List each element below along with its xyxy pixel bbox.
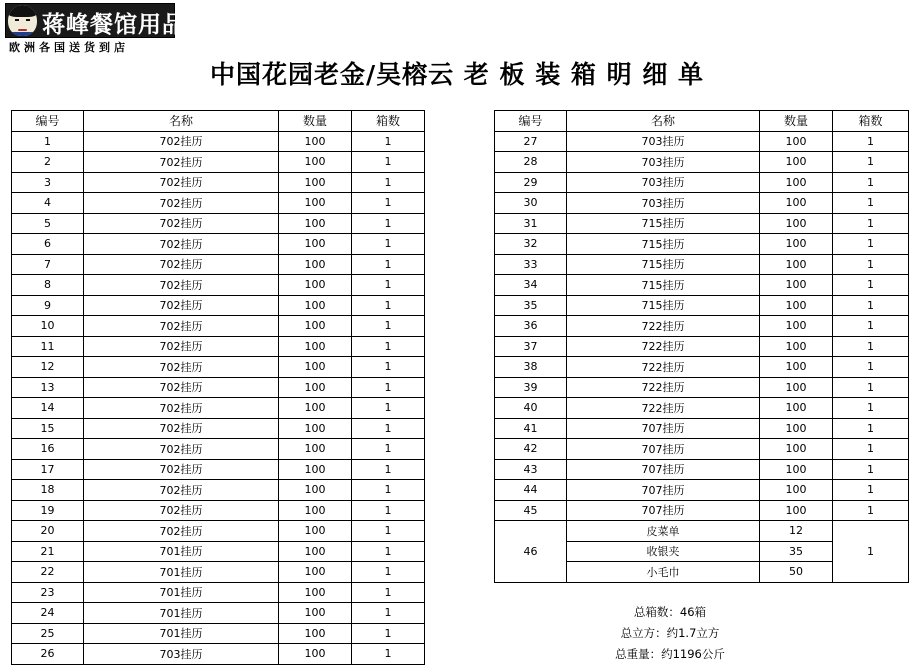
cell-no: 13	[12, 377, 84, 398]
cell-qty: 100	[279, 213, 352, 234]
cell-name: 702挂历	[84, 295, 279, 316]
cell-name: 702挂历	[84, 357, 279, 378]
table-row	[495, 398, 909, 419]
cell-boxes: 1	[352, 152, 425, 173]
cell-boxes: 1	[352, 439, 425, 460]
cell-boxes: 1	[833, 234, 909, 255]
header-qty: 数量	[760, 111, 833, 132]
table-row	[495, 336, 909, 357]
cell-qty: 100	[760, 275, 833, 296]
cell-qty: 100	[279, 562, 352, 583]
table-row	[495, 480, 909, 501]
cell-no: 33	[495, 254, 567, 275]
table-row	[12, 480, 425, 501]
cell-qty: 100	[279, 336, 352, 357]
cell-boxes: 1	[833, 131, 909, 152]
cell-name: 702挂历	[84, 316, 279, 337]
cell-boxes: 1	[352, 582, 425, 603]
table-row	[495, 275, 909, 296]
cell-boxes: 1	[833, 398, 909, 419]
table-row	[12, 193, 425, 214]
cell-boxes: 1	[352, 398, 425, 419]
table-row	[12, 357, 425, 378]
cell-no: 19	[12, 500, 84, 521]
cell-name: 702挂历	[84, 172, 279, 193]
cell-qty: 100	[279, 398, 352, 419]
table-row	[495, 172, 909, 193]
cell-no: 3	[12, 172, 84, 193]
cell-name: 722挂历	[567, 316, 760, 337]
cell-no: 10	[12, 316, 84, 337]
cell-qty: 100	[760, 459, 833, 480]
cell-name: 702挂历	[84, 480, 279, 501]
cell-qty: 100	[760, 316, 833, 337]
cell-name: 707挂历	[567, 418, 760, 439]
table-row	[12, 336, 425, 357]
cell-no: 43	[495, 459, 567, 480]
table-row	[495, 418, 909, 439]
cell-name: 702挂历	[84, 521, 279, 542]
cell-boxes: 1	[352, 131, 425, 152]
cell-name: 702挂历	[84, 439, 279, 460]
cell-qty: 100	[760, 398, 833, 419]
table-row	[495, 439, 909, 460]
cell-qty: 100	[279, 172, 352, 193]
cell-boxes: 1	[833, 521, 909, 583]
table-row	[12, 562, 425, 583]
cell-qty: 100	[279, 500, 352, 521]
cell-name: 703挂历	[84, 644, 279, 665]
cell-qty: 100	[279, 418, 352, 439]
packing-summary	[570, 602, 770, 665]
cell-boxes: 1	[352, 521, 425, 542]
cell-qty: 100	[279, 439, 352, 460]
table-row	[495, 131, 909, 152]
cell-no: 4	[12, 193, 84, 214]
cell-boxes: 1	[352, 418, 425, 439]
total-volume: 总立方：约1.7立方	[620, 626, 720, 640]
cell-name: 702挂历	[84, 398, 279, 419]
cell-boxes: 1	[833, 254, 909, 275]
cell-no: 46	[495, 521, 567, 583]
cell-name: 722挂历	[567, 357, 760, 378]
cell-qty: 100	[760, 172, 833, 193]
table-row	[12, 500, 425, 521]
cell-no: 18	[12, 480, 84, 501]
cell-name: 701挂历	[84, 541, 279, 562]
cell-boxes: 1	[833, 316, 909, 337]
cell-boxes: 1	[833, 377, 909, 398]
table-row	[12, 644, 425, 665]
header-qty: 数量	[279, 111, 352, 132]
cell-boxes: 1	[833, 172, 909, 193]
header-no: 编号	[12, 111, 84, 132]
cell-boxes: 1	[352, 234, 425, 255]
cell-boxes: 1	[352, 644, 425, 665]
cell-name: 722挂历	[567, 398, 760, 419]
table-row	[495, 459, 909, 480]
cell-boxes: 1	[352, 336, 425, 357]
cell-no: 40	[495, 398, 567, 419]
cell-name: 702挂历	[84, 234, 279, 255]
table-row	[12, 131, 425, 152]
cell-boxes: 1	[352, 541, 425, 562]
cell-name: 703挂历	[567, 172, 760, 193]
table-row	[12, 623, 425, 644]
cell-qty: 100	[760, 254, 833, 275]
cell-qty: 100	[760, 357, 833, 378]
cell-no: 15	[12, 418, 84, 439]
cell-no: 1	[12, 131, 84, 152]
cell-qty: 100	[279, 377, 352, 398]
cell-boxes: 1	[352, 357, 425, 378]
cell-boxes: 1	[352, 562, 425, 583]
cell-qty: 100	[760, 193, 833, 214]
cell-qty: 100	[279, 644, 352, 665]
cell-qty: 100	[760, 152, 833, 173]
cell-name: 722挂历	[567, 336, 760, 357]
cell-qty: 100	[279, 295, 352, 316]
cell-name: 715挂历	[567, 213, 760, 234]
table-row	[12, 582, 425, 603]
cell-name: 701挂历	[84, 562, 279, 583]
cell-no: 27	[495, 131, 567, 152]
cell-boxes: 1	[352, 316, 425, 337]
cell-no: 20	[12, 521, 84, 542]
cell-qty: 100	[760, 131, 833, 152]
cell-boxes: 1	[833, 193, 909, 214]
cell-name: 715挂历	[567, 295, 760, 316]
cell-boxes: 1	[833, 357, 909, 378]
table-row	[495, 500, 909, 521]
cell-qty: 12	[760, 521, 833, 542]
cell-no: 38	[495, 357, 567, 378]
table-row	[495, 295, 909, 316]
header-name: 名称	[84, 111, 279, 132]
cell-no: 32	[495, 234, 567, 255]
cell-qty: 50	[760, 562, 833, 583]
cell-no: 41	[495, 418, 567, 439]
cell-name: 皮菜单	[567, 521, 760, 542]
cell-qty: 100	[279, 521, 352, 542]
cell-boxes: 1	[833, 418, 909, 439]
cell-qty: 100	[760, 480, 833, 501]
cell-qty: 100	[760, 439, 833, 460]
cell-name: 702挂历	[84, 500, 279, 521]
header-no: 编号	[495, 111, 567, 132]
cell-boxes: 1	[352, 213, 425, 234]
table-header-row	[495, 111, 909, 132]
cell-boxes: 1	[833, 213, 909, 234]
cell-qty: 100	[279, 254, 352, 275]
cell-name: 702挂历	[84, 459, 279, 480]
cell-qty: 100	[760, 234, 833, 255]
cell-boxes: 1	[833, 459, 909, 480]
cell-qty: 100	[279, 480, 352, 501]
table-row	[12, 295, 425, 316]
cell-name: 702挂历	[84, 254, 279, 275]
cell-name: 703挂历	[567, 193, 760, 214]
cell-qty: 100	[279, 316, 352, 337]
cell-no: 42	[495, 439, 567, 460]
table-row	[495, 193, 909, 214]
table-row	[495, 254, 909, 275]
cell-no: 16	[12, 439, 84, 460]
cell-no: 45	[495, 500, 567, 521]
cell-qty: 100	[279, 582, 352, 603]
cell-no: 29	[495, 172, 567, 193]
cell-no: 39	[495, 377, 567, 398]
table-row	[12, 398, 425, 419]
cell-name: 收银夹	[567, 541, 760, 562]
logo-subtitle: 欧洲各国送货到店	[9, 41, 129, 54]
cell-name: 701挂历	[84, 603, 279, 624]
cell-qty: 100	[760, 418, 833, 439]
table-row	[495, 377, 909, 398]
cell-no: 17	[12, 459, 84, 480]
cell-name: 703挂历	[567, 152, 760, 173]
cell-name: 702挂历	[84, 275, 279, 296]
cell-name: 707挂历	[567, 500, 760, 521]
table-row	[12, 521, 425, 542]
total-boxes: 总箱数：46箱	[633, 605, 707, 619]
table-row	[12, 316, 425, 337]
cell-name: 小毛巾	[567, 562, 760, 583]
table-row	[495, 316, 909, 337]
cell-boxes: 1	[352, 275, 425, 296]
cell-no: 6	[12, 234, 84, 255]
cell-name: 702挂历	[84, 213, 279, 234]
cell-name: 702挂历	[84, 377, 279, 398]
cell-qty: 100	[279, 193, 352, 214]
cell-name: 715挂历	[567, 234, 760, 255]
cell-qty: 100	[279, 541, 352, 562]
table-row	[495, 521, 909, 542]
cell-name: 715挂历	[567, 254, 760, 275]
cell-qty: 100	[279, 131, 352, 152]
cell-qty: 100	[279, 234, 352, 255]
table-row	[12, 459, 425, 480]
cell-name: 707挂历	[567, 439, 760, 460]
table-header-row	[12, 111, 425, 132]
table-row	[12, 234, 425, 255]
cell-name: 702挂历	[84, 336, 279, 357]
cell-boxes: 1	[833, 480, 909, 501]
cell-no: 36	[495, 316, 567, 337]
table-row	[495, 357, 909, 378]
table-row	[495, 152, 909, 173]
cell-no: 31	[495, 213, 567, 234]
cell-no: 26	[12, 644, 84, 665]
cell-name: 715挂历	[567, 275, 760, 296]
cell-name: 701挂历	[84, 582, 279, 603]
cell-no: 14	[12, 398, 84, 419]
header-name: 名称	[567, 111, 760, 132]
cell-qty: 100	[760, 295, 833, 316]
cell-no: 30	[495, 193, 567, 214]
table-row	[495, 213, 909, 234]
cell-no: 22	[12, 562, 84, 583]
table-row	[12, 213, 425, 234]
total-weight: 总重量：约1196公斤	[615, 647, 725, 661]
cell-boxes: 1	[833, 275, 909, 296]
logo-name: 蒋峰餐馆用品	[42, 11, 186, 38]
cell-qty: 100	[760, 377, 833, 398]
cell-name: 707挂历	[567, 459, 760, 480]
cell-qty: 100	[279, 275, 352, 296]
cell-boxes: 1	[352, 603, 425, 624]
cell-boxes: 1	[833, 152, 909, 173]
cell-name: 722挂历	[567, 377, 760, 398]
cell-no: 28	[495, 152, 567, 173]
cell-no: 7	[12, 254, 84, 275]
cell-no: 37	[495, 336, 567, 357]
table-row	[12, 439, 425, 460]
cell-no: 23	[12, 582, 84, 603]
cell-boxes: 1	[352, 500, 425, 521]
cell-no: 44	[495, 480, 567, 501]
cell-qty: 100	[279, 623, 352, 644]
cell-boxes: 1	[352, 172, 425, 193]
table-row	[12, 275, 425, 296]
header-boxes: 箱数	[352, 111, 425, 132]
cell-name: 701挂历	[84, 623, 279, 644]
cell-no: 34	[495, 275, 567, 296]
table-row	[12, 152, 425, 173]
cell-name: 702挂历	[84, 131, 279, 152]
cell-name: 702挂历	[84, 152, 279, 173]
cell-boxes: 1	[833, 500, 909, 521]
cell-qty: 100	[279, 459, 352, 480]
table-row	[495, 234, 909, 255]
table-row	[12, 377, 425, 398]
cell-name: 707挂历	[567, 480, 760, 501]
table-row	[12, 541, 425, 562]
cell-boxes: 1	[352, 623, 425, 644]
cell-boxes: 1	[833, 336, 909, 357]
cell-qty: 100	[760, 500, 833, 521]
cell-qty: 100	[279, 357, 352, 378]
brand-logo	[5, 3, 186, 54]
cell-no: 8	[12, 275, 84, 296]
cell-no: 9	[12, 295, 84, 316]
cell-no: 5	[12, 213, 84, 234]
cell-boxes: 1	[833, 295, 909, 316]
cell-boxes: 1	[352, 377, 425, 398]
header-boxes: 箱数	[833, 111, 909, 132]
portrait-icon	[8, 5, 37, 36]
cell-boxes: 1	[352, 295, 425, 316]
cell-qty: 35	[760, 541, 833, 562]
cell-qty: 100	[760, 213, 833, 234]
cell-boxes: 1	[833, 439, 909, 460]
table-row	[12, 603, 425, 624]
cell-no: 12	[12, 357, 84, 378]
cell-name: 703挂历	[567, 131, 760, 152]
cell-no: 11	[12, 336, 84, 357]
cell-no: 25	[12, 623, 84, 644]
document-title: 中国花园老金/吴榕云 老 板 装 箱 明 细 单	[209, 60, 705, 89]
packing-table-right	[494, 110, 909, 583]
cell-boxes: 1	[352, 193, 425, 214]
cell-qty: 100	[279, 152, 352, 173]
cell-no: 21	[12, 541, 84, 562]
logo-banner	[5, 3, 186, 38]
cell-no: 35	[495, 295, 567, 316]
cell-no: 24	[12, 603, 84, 624]
cell-no: 2	[12, 152, 84, 173]
cell-boxes: 1	[352, 480, 425, 501]
cell-name: 702挂历	[84, 193, 279, 214]
cell-boxes: 1	[352, 459, 425, 480]
table-row	[12, 172, 425, 193]
table-row	[12, 254, 425, 275]
table-row	[12, 418, 425, 439]
cell-boxes: 1	[352, 254, 425, 275]
packing-table-left	[11, 110, 425, 665]
cell-name: 702挂历	[84, 418, 279, 439]
cell-qty: 100	[760, 336, 833, 357]
cell-qty: 100	[279, 603, 352, 624]
